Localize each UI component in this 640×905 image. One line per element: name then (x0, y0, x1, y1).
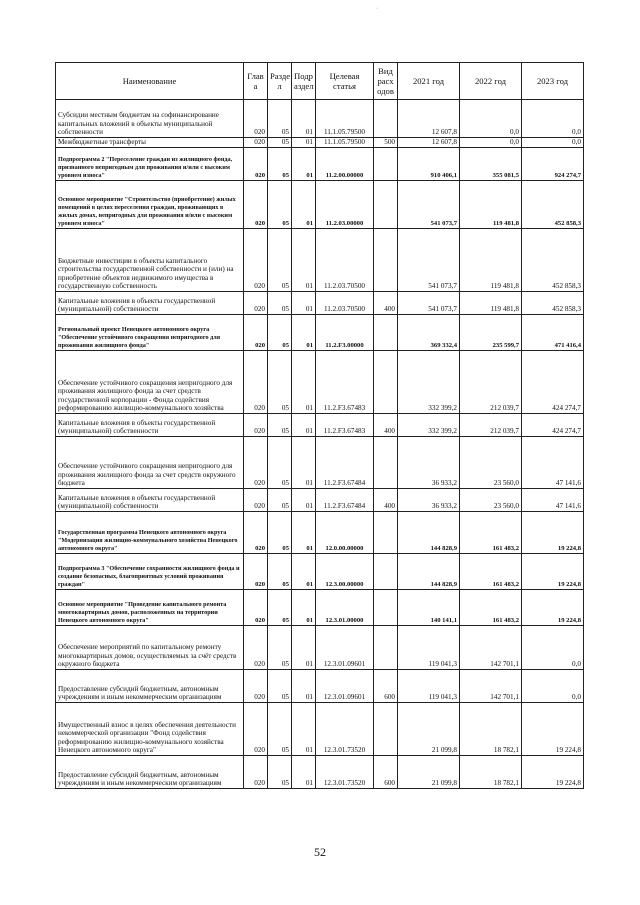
table-row (56, 292, 584, 315)
row-2022: 142 701,1 (460, 626, 522, 670)
row-vid: 400 (374, 489, 398, 512)
row-2022: 355 081,5 (460, 148, 522, 181)
row-2022: 119 481,8 (460, 181, 522, 229)
row-2022: 212 039,7 (460, 351, 522, 414)
column-header-name: Наименование (56, 63, 244, 100)
row-glava: 020 (244, 512, 268, 554)
row-glava: 020 (244, 315, 268, 351)
row-name: Предоставление субсидий бюджетным, автономным учреждениям и иным некоммерческим организациям (56, 756, 244, 789)
row-statya: 11.2.F3.67484 (316, 489, 374, 512)
row-razdel: 05 (268, 437, 292, 489)
row-podrazdel: 01 (292, 292, 316, 315)
row-razdel: 05 (268, 670, 292, 703)
row-name: Обеспечение устойчивого сокращения непригодного для проживания жилищного фонда за счет средств государственной корпорации - Фонда содействия реформированию жилищно-коммунального хозяйства (56, 351, 244, 414)
row-razdel: 05 (268, 554, 292, 590)
row-podrazdel: 01 (292, 703, 316, 756)
row-razdel: 05 (268, 590, 292, 626)
row-podrazdel: 01 (292, 181, 316, 229)
row-2023: 924 274,7 (522, 148, 584, 181)
row-statya: 11.2.F3.67484 (316, 437, 374, 489)
row-statya: 11.2.03.70500 (316, 292, 374, 315)
row-2022: 212 039,7 (460, 414, 522, 437)
row-razdel: 05 (268, 315, 292, 351)
column-header-statya: Целевая статья (316, 63, 374, 100)
table-row (56, 512, 584, 554)
table-row (56, 670, 584, 703)
row-razdel: 05 (268, 292, 292, 315)
row-2021: 140 141,1 (398, 590, 460, 626)
row-vid: 400 (374, 414, 398, 437)
row-2023: 0,0 (522, 138, 584, 148)
row-2021: 36 933,2 (398, 437, 460, 489)
row-2021: 144 828,9 (398, 512, 460, 554)
row-2023: 452 858,3 (522, 292, 584, 315)
row-2022: 119 481,8 (460, 229, 522, 292)
row-2022: 235 599,7 (460, 315, 522, 351)
row-razdel: 05 (268, 148, 292, 181)
row-2021: 332 399,2 (398, 351, 460, 414)
row-name: Обеспечение устойчивого сокращения непригодного для проживания жилищного фонда за счет средств окружного бюджета (56, 437, 244, 489)
row-podrazdel: 01 (292, 512, 316, 554)
row-2021: 144 828,9 (398, 554, 460, 590)
row-2023: 19 224,8 (522, 554, 584, 590)
table-row (56, 590, 584, 626)
row-glava: 020 (244, 229, 268, 292)
row-glava: 020 (244, 148, 268, 181)
row-glava: 020 (244, 489, 268, 512)
row-razdel: 05 (268, 100, 292, 138)
row-2021: 541 073,7 (398, 292, 460, 315)
row-2023: 47 141,6 (522, 437, 584, 489)
row-glava: 020 (244, 756, 268, 789)
table-row (56, 100, 584, 138)
column-header-glava: Глав а (244, 63, 268, 100)
row-razdel: 05 (268, 703, 292, 756)
table-row (56, 554, 584, 590)
row-razdel: 05 (268, 414, 292, 437)
row-statya: 11.2.F3.67483 (316, 414, 374, 437)
row-glava: 020 (244, 138, 268, 148)
page-number: 52 (314, 845, 326, 859)
row-2021: 541 073,7 (398, 229, 460, 292)
table-row (56, 489, 584, 512)
row-glava: 020 (244, 414, 268, 437)
row-vid: 600 (374, 670, 398, 703)
row-name: Подпрограмма 3 "Обеспечение сохранности жилищного фонда и создание безопасных, благоприятных условий проживания граждан" (56, 554, 244, 590)
row-glava: 020 (244, 100, 268, 138)
row-2023: 452 858,3 (522, 181, 584, 229)
row-vid: 600 (374, 756, 398, 789)
row-podrazdel: 01 (292, 315, 316, 351)
row-2023: 471 416,4 (522, 315, 584, 351)
row-name: Бюджетные инвестиции в объекты капитального строительства государственной собственности и (или) на приобретение объектов недвижимого имущества в государственную собственность (56, 229, 244, 292)
table-row (56, 414, 584, 437)
row-name: Капитальные вложения в объекты государственной (муниципальной) собственности (56, 414, 244, 437)
row-2022: 142 701,1 (460, 670, 522, 703)
row-glava: 020 (244, 554, 268, 590)
row-2021: 541 073,7 (398, 181, 460, 229)
row-razdel: 05 (268, 351, 292, 414)
row-2021: 332 399,2 (398, 414, 460, 437)
row-2021: 12 607,8 (398, 100, 460, 138)
row-2022: 161 483,2 (460, 512, 522, 554)
row-podrazdel: 01 (292, 489, 316, 512)
row-razdel: 05 (268, 489, 292, 512)
row-razdel: 05 (268, 756, 292, 789)
row-2022: 23 560,0 (460, 437, 522, 489)
row-statya: 11.1.05.79500 (316, 138, 374, 148)
row-podrazdel: 01 (292, 229, 316, 292)
row-2022: 0,0 (460, 138, 522, 148)
row-razdel: 05 (268, 229, 292, 292)
row-name: Предоставление субсидий бюджетным, автономным учреждениям и иным некоммерческим организациям (56, 670, 244, 703)
row-podrazdel: 01 (292, 414, 316, 437)
table-row (56, 181, 584, 229)
row-razdel: 05 (268, 512, 292, 554)
row-2021: 36 933,2 (398, 489, 460, 512)
row-statya: 12.3.01.73520 (316, 756, 374, 789)
row-name: Подпрограмма 2 "Переселение граждан из жилищного фонда, признанного непригодным для проживания и/или с высоким уровнем износа" (56, 148, 244, 181)
row-2022: 0,0 (460, 100, 522, 138)
row-vid (374, 351, 398, 414)
row-podrazdel: 01 (292, 437, 316, 489)
row-glava: 020 (244, 703, 268, 756)
row-glava: 020 (244, 590, 268, 626)
column-header-2021: 2021 год (398, 63, 460, 100)
row-statya: 12.3.01.00000 (316, 590, 374, 626)
column-header-2022: 2022 год (460, 63, 522, 100)
budget-table (55, 62, 584, 789)
row-podrazdel: 01 (292, 626, 316, 670)
row-2023: 19 224,8 (522, 590, 584, 626)
row-2023: 19 224,8 (522, 756, 584, 789)
row-2023: 19 224,8 (522, 512, 584, 554)
row-vid (374, 703, 398, 756)
row-statya: 12.0.00.00000 (316, 512, 374, 554)
table-row (56, 756, 584, 789)
table-row (56, 703, 584, 756)
row-name: Капитальные вложения в объекты государственной (муниципальной) собственности (56, 489, 244, 512)
column-header-2023: 2023 год (522, 63, 584, 100)
row-name: Основное мероприятие "Строительство (приобретение) жилых помещений в целях переселения граждан, проживающих в жилых домах, непригодных для проживания и/или с высоким уровнем износа" (56, 181, 244, 229)
row-2022: 18 782,1 (460, 703, 522, 756)
row-vid (374, 229, 398, 292)
row-name: Основное мероприятие "Проведение капитального ремонта многоквартирных домов, расположенных на территории Ненецкого автономного округа" (56, 590, 244, 626)
row-name: Субсидии местным бюджетам на софинансирование капитальных вложений в объекты муниципальной собственности (56, 100, 244, 138)
row-2023: 0,0 (522, 670, 584, 703)
row-2022: 161 483,2 (460, 590, 522, 626)
row-statya: 12.3.01.09601 (316, 626, 374, 670)
row-glava: 020 (244, 437, 268, 489)
row-name: Обеспечение мероприятий по капитальному ремонту многоквартирных домов, осуществляемых за счёт средств окружного бюджета (56, 626, 244, 670)
row-vid: 400 (374, 292, 398, 315)
row-vid (374, 626, 398, 670)
row-2021: 12 607,8 (398, 138, 460, 148)
table-body (56, 100, 584, 789)
row-statya: 12.3.01.73520 (316, 703, 374, 756)
table-row (56, 148, 584, 181)
row-vid: 500 (374, 138, 398, 148)
row-podrazdel: 01 (292, 100, 316, 138)
row-name: Имущественный взнос в целях обеспечения деятельности некоммерческой организации "Фонд содействия реформированию жилищно-коммунального хозяйства Ненецкого автономного округа" (56, 703, 244, 756)
row-razdel: 05 (268, 626, 292, 670)
table-row (56, 626, 584, 670)
row-name: Государственная программа Ненецкого автономного округа "Модернизация жилищно-коммунального хозяйства Ненецкого автономного округа" (56, 512, 244, 554)
row-2023: 0,0 (522, 626, 584, 670)
column-header-podrazdel: Подр аздел (292, 63, 316, 100)
row-vid (374, 590, 398, 626)
row-razdel: 05 (268, 181, 292, 229)
table-row (56, 138, 584, 148)
row-statya: 11.2.00.00000 (316, 148, 374, 181)
row-name: Региональный проект Ненецкого автономного округа "Обеспечение устойчивого сокращения непригодного для проживания жилищного фонда" (56, 315, 244, 351)
row-statya: 12.3.00.00000 (316, 554, 374, 590)
row-name: Межбюджетные трансферты (56, 138, 244, 148)
row-2023: 424 274,7 (522, 351, 584, 414)
row-2023: 47 141,6 (522, 489, 584, 512)
row-2022: 161 483,2 (460, 554, 522, 590)
table-row (56, 229, 584, 292)
row-glava: 020 (244, 626, 268, 670)
row-2022: 18 782,1 (460, 756, 522, 789)
row-podrazdel: 01 (292, 590, 316, 626)
row-2023: 452 858,3 (522, 229, 584, 292)
row-statya: 11.2.F3.67483 (316, 351, 374, 414)
row-name: Капитальные вложения в объекты государственной (муниципальной) собственности (56, 292, 244, 315)
row-2023: 19 224,8 (522, 703, 584, 756)
row-vid (374, 512, 398, 554)
row-statya: 11.1.05.79500 (316, 100, 374, 138)
row-statya: 11.2.03.70500 (316, 229, 374, 292)
row-2022: 119 481,8 (460, 292, 522, 315)
row-statya: 12.3.01.09601 (316, 670, 374, 703)
row-2021: 21 099,8 (398, 756, 460, 789)
table-row (56, 437, 584, 489)
table-row (56, 351, 584, 414)
row-glava: 020 (244, 181, 268, 229)
row-statya: 11.2.03.00000 (316, 181, 374, 229)
row-razdel: 05 (268, 138, 292, 148)
row-2022: 23 560,0 (460, 489, 522, 512)
page-mark: · (376, 6, 378, 12)
row-vid (374, 181, 398, 229)
row-2021: 119 041,3 (398, 626, 460, 670)
row-podrazdel: 01 (292, 138, 316, 148)
row-2023: 0,0 (522, 100, 584, 138)
row-glava: 020 (244, 670, 268, 703)
column-header-razdel: Разде л (268, 63, 292, 100)
row-2021: 910 406,1 (398, 148, 460, 181)
row-podrazdel: 01 (292, 554, 316, 590)
row-vid (374, 554, 398, 590)
row-2021: 21 099,8 (398, 703, 460, 756)
row-2021: 369 332,4 (398, 315, 460, 351)
row-podrazdel: 01 (292, 351, 316, 414)
table-row (56, 315, 584, 351)
row-vid (374, 148, 398, 181)
column-header-vid: Вид расх одов (374, 63, 398, 100)
row-podrazdel: 01 (292, 670, 316, 703)
row-podrazdel: 01 (292, 756, 316, 789)
row-vid (374, 315, 398, 351)
row-vid (374, 437, 398, 489)
table-header-row (56, 63, 584, 100)
row-2021: 119 041,3 (398, 670, 460, 703)
row-statya: 11.2.F3.00000 (316, 315, 374, 351)
row-glava: 020 (244, 292, 268, 315)
row-glava: 020 (244, 351, 268, 414)
row-vid (374, 100, 398, 138)
row-podrazdel: 01 (292, 148, 316, 181)
row-2023: 424 274,7 (522, 414, 584, 437)
